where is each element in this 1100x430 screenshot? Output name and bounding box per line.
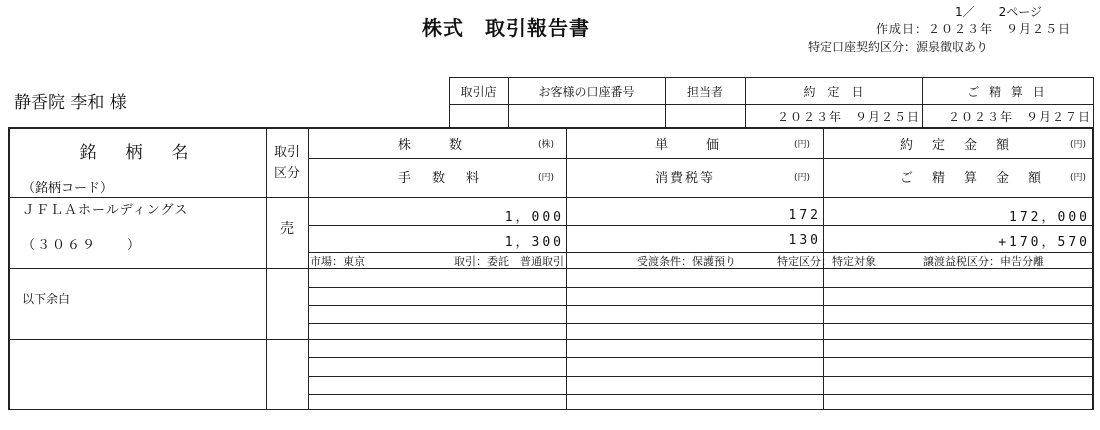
trade-kind-info: 取引：委託 普通取引: [454, 255, 564, 268]
empty-row-divider: [308, 305, 1093, 306]
trade-kubun: 売: [280, 221, 294, 237]
trade-date: ２０２３年 ９月２５日: [776, 109, 920, 124]
account-number-label: お客様の口座番号: [538, 84, 635, 99]
empty-row-divider: [308, 376, 1093, 377]
tax-kubun-info: 譲渡益税区分：申告分離: [923, 255, 1044, 268]
column-kubun-line2: 区分: [273, 165, 300, 181]
created-date: 作成日：２０２３年 ９月２５日: [876, 22, 1072, 36]
remainder-note: 以下余白: [22, 292, 71, 306]
column-tax-unit: (円): [794, 172, 811, 183]
column-unit-price: 単 価: [655, 137, 724, 153]
table-top-border: [8, 127, 1094, 129]
column-shares: 株 数: [398, 137, 467, 153]
column-fee-unit: (円): [538, 172, 555, 183]
column-amount-unit: (円): [1070, 139, 1087, 150]
empty-row-divider: [308, 357, 1093, 358]
delivery-info: 受渡条件：保護預り: [637, 255, 736, 268]
settle-date-label: ご 精 算 日: [967, 84, 1048, 99]
tokutei-info: 特定区分：特定対象: [777, 255, 876, 268]
settle-value: +170，570: [998, 234, 1090, 250]
row-divider: [308, 225, 1093, 226]
column-amount: 約 定 金 額: [900, 137, 1013, 153]
customer-name: 静香院 李和 様: [14, 93, 127, 113]
empty-row-divider: [308, 323, 1093, 324]
tax-value: 130: [788, 232, 821, 248]
market-info: 市場：東京: [310, 255, 365, 268]
page-number: 1／ 2ページ: [955, 5, 1043, 19]
header-col-divider: [1093, 77, 1094, 127]
stock-name: ＪＦＬＡホールディングス: [22, 203, 189, 218]
amount-value: 172，000: [1009, 209, 1090, 225]
fee-value: 1，300: [504, 234, 564, 250]
empty-row-divider: [308, 394, 1093, 395]
shares-value: 1，000: [504, 209, 564, 225]
header-row-divider: [308, 158, 1093, 159]
column-unit-price-unit: (円): [794, 139, 811, 150]
column-settle: ご 精 算 金 額: [900, 170, 1045, 186]
column-settle-unit: (円): [1070, 172, 1087, 183]
header-bottom-border: [8, 197, 1094, 198]
column-meigara: 銘 柄 名: [79, 142, 195, 163]
column-code: （銘柄コード）: [22, 180, 114, 196]
trade-date-label: 約 定 日: [803, 84, 864, 99]
account-type: 特定口座契約区分：源泉徴収あり: [808, 40, 989, 54]
table-bottom-border: [8, 409, 1094, 410]
stock-code: （３０６９ ）: [22, 238, 143, 253]
branch-label: 取引店: [460, 84, 497, 99]
empty-row-divider: [308, 287, 1093, 288]
staff-label: 担当者: [686, 84, 723, 99]
unit-price-value: 172: [788, 207, 821, 223]
column-kubun-line1: 取引: [273, 144, 300, 160]
column-tax: 消費税等: [655, 170, 716, 186]
settle-date: ２０２３年 ９月２７日: [947, 109, 1091, 124]
column-shares-unit: (株): [538, 139, 555, 150]
page-title: 株式 取引報告書: [422, 16, 590, 40]
empty-block-border: [8, 339, 1094, 340]
column-fee: 手 数 料: [398, 170, 484, 186]
